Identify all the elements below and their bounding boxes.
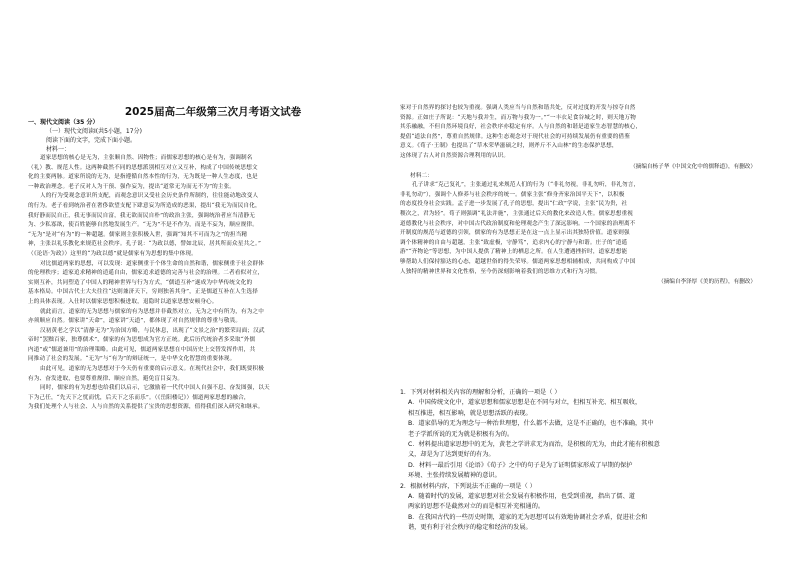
question-option: C．材料提出道家思想中的无为，黄老之学讲求无为而治，是积极的无为，由此才能有积极意 [408, 441, 660, 449]
text-line: 够帮助人们保持豁达的心态，超越世俗的得失荣辱。儒道两家思想相辅相成，共同构成了中国 [400, 258, 636, 265]
question-option: 谐，更有利于社会秩序的稳定和经济的发展。 [408, 524, 532, 532]
text-line: 帝时“罢黜百家，独尊儒术”，儒家的有为思想成为官方正统。此后历代统治者多采取“外儒 [28, 337, 256, 344]
text-line: 人的行为受观念意识所支配，而观念意识又受社会历史条件所制约，往往能动地改变人 [40, 193, 259, 200]
text-line: 就此而言，道家的无为思想与儒家的有为思想并非截然对立，无为之中有所为，有为之中 [40, 308, 265, 315]
text-line: 同时，儒家的有为思想也给我们以启示，它激励着一代代中国人自强不息、奋发图强，以天 [40, 385, 270, 392]
question-stem: 2．根据材料内容，下列说法不正确的一项是（ ） [400, 482, 536, 490]
left-column [28, 0, 398, 562]
text-line: 游”“齐物论”等思想，为中国人提供了精神上的栖息之所。在人生遭遇挫折时，道家思想能 [400, 249, 628, 256]
text-line: 神，主张以礼乐教化来规范社会秩序。孔子说：“为政以德，譬如北辰，居其所而众星共之。” [28, 241, 261, 248]
text-line: “无为”是对“有为”的一种超越。儒家则主张积极入世，强调“知其不可而为之”的担当精 [28, 231, 248, 238]
text-line: 开制度的规范与道德的引领，儒家的有为思想正是在这一点上显示出其独特价值。道家则强 [400, 230, 630, 237]
source-citation-1: （摘编自杨子华《中国文化中的儒释道》，有删改） [630, 163, 756, 170]
questions [400, 388, 770, 534]
text-line: 资源。正如庄子所说：“天地与我并生，而万物与我为一。”“一丰衣足食谷城之时，则天地万物 [400, 114, 636, 121]
question-option: 环境、主张持续发展精神的意识。 [408, 472, 501, 480]
text-line: 孔子讲求“克己复礼”，主张通过礼来规范人们的行为（“非礼勿视，非礼勿听，非礼勿言， [412, 182, 640, 189]
text-line: 为我们处理个人与社会、人与自然的关系提供了宝贵的思想资源，值得我们深入研究和继承。 [28, 404, 264, 411]
question-option: A．中国传统文化中，道家思想和儒家思想是在不同与对立，但相互补充、相互吸收， [408, 399, 642, 407]
material1-label: 材料一： [46, 146, 71, 153]
question-option: B．道家倡导的无为理念与一种治世理想，什么都不去做，这是不正确的，也不准确，其中 [408, 420, 654, 428]
text-line: 道德教化与社会秩序，对中国古代政治制度和伦理观念产生了深远影响。一个国家的治理离不 [400, 220, 636, 227]
text-line: 的行为。老子看到统治者在奢侈欲望支配下肆意妄为所造成的恶果，提出“我无为而民自化， [28, 202, 261, 209]
right-column [400, 0, 770, 562]
section-header [28, 118, 398, 154]
question-option: A．随着时代的发展，道家思想对社会发展有积极作用，也受到重视，指出了儒、道 [408, 493, 635, 501]
question-option: D．材料一最后引用《论语》《荀子》之中的句子是为了证明儒家形成了早期的保护 [408, 461, 633, 469]
text-line: （礼）教、规范人性。这两种截然不同的思想派别相互对立又互补，构成了中国传统思想文 [28, 164, 258, 171]
text-line: 上的具体表现。入仕时以儒家思想积极进取，退隐时以道家思想安顿身心。 [28, 298, 218, 305]
text-line: 有为、奋发进取，也要尊重规律、顺应自然，避免盲目妄为。 [28, 375, 184, 382]
text-line: 人独特的精神世界和文化性格，至今仍深刻影响着我们的思维方式和行为习惯。 [400, 268, 602, 275]
material1-text [28, 154, 398, 413]
text-line: 非礼勿动”），强调个人修养与社会秩序的统一。儒家主张“修身齐家治国平天下”，以积极 [400, 191, 625, 198]
text-line: （《论语·为政》）这里的“为政以德”就是儒家有为思想的集中体现。 [28, 250, 197, 257]
text-line: 实则互补，共同塑造了中国人的精神世界与行为方式，“儒道互补”遂成为中华传统文化的 [28, 279, 253, 286]
sub-heading: （一）现代文阅读I(共5小题，17分) [46, 128, 142, 135]
text-line: 稷次之，君为轻”。荀子则强调“礼法并施”，主张通过后天的教化来改造人性。儒家思想重视 [400, 210, 634, 217]
text-line: 这体现了古人对自然资源合理利用的认识。 [400, 152, 510, 159]
text-line: 为、少私寡欲，使百姓能够自然地发展生产。“无为”不是不作为，而是不妄为，顺应规律。 [28, 222, 259, 229]
text-line: 下为己任，“先天下之忧而忧，后天下之乐而乐”。（《岳阳楼记》）儒道两家思想的融合， [28, 394, 250, 401]
text-line: 内道”或“儒道兼用”的治理策略。由此可见，儒道两家思想在中国历史上交替发挥作用，共 [28, 346, 256, 353]
right-material-text [400, 104, 770, 287]
question-option: B．在我国古代的一些历史时期，道家的无为思想可以有效地协调社会矛盾，促进社会和 [408, 513, 648, 521]
text-line: 化的主要两脉。道家所说的无为，是指遵循自然本性的行为，无为既是一种人生态度，也是 [28, 174, 258, 181]
text-line: 基本格局。中国古代士大夫往往“达则兼济天下，穷则独善其身”，正是儒道互补在人生选择 [28, 289, 259, 296]
question-option: 两家的思想不是截然对立的而是相互补充相通的。 [408, 503, 545, 511]
exam-title: 2025届高二年级第三次月考语文试卷 [124, 106, 302, 118]
text-line: 其乐融融，不但自然环境良好，社会秩序亦稳定有序。人与自然的和谐是道家生态智慧的核心， [400, 124, 642, 131]
text-line: 的态度投身社会实践。孟子进一步发展了孔子的思想，提出“仁政”学说，主张“民为贵，社 [400, 201, 628, 208]
text-line: 同推动了社会的发展。“无为”与“有为”的辩证统一，是中华文化智慧的重要体现。 [28, 356, 236, 363]
text-line: 由此可见，道家的无为思想对于今天仍有重要的启示意义。在现代社会中，我们既要积极 [40, 366, 265, 373]
text-line: 道家思想的核心是无为，主张顺自然、因物性；而儒家思想的核心是有为，强调制名 [40, 155, 253, 161]
text-line: 提倡“道法自然”，尊重自然规律。这种生态观念对于现代社会的可持续发展仍有重要的借鉴 [400, 133, 631, 140]
text-line: 我好静而民自正，我无事而民自富，我无欲而民自朴”的政治主张，强调统治者应当清静无 [28, 212, 256, 219]
text-line: 家对于自然界的探讨也较为重视。强调人类应当与自然和谐共处，反对过度的开发与掠夺自然 [400, 105, 636, 111]
text-line: 一种政治理念。老子反对人为干预、强作妄为，提出“道常无为而无不为”的主张。 [28, 183, 236, 190]
right-paragraphs-b [400, 181, 770, 277]
text-line: 对比儒道两家的思想，可以发现：道家侧重于个体生命的自然和谐，儒家侧重于社会群体 [40, 260, 265, 267]
text-line: 汉初黄老之学以“清静无为”为治国方略，与民休息，出现了“文景之治”的繁荣局面；汉武 [40, 327, 265, 334]
question-option: 义，却是为了达到更好的有为。 [408, 451, 495, 459]
text-line: 亦须顺应自然。儒家讲“天命”，道家讲“天道”，都体现了对自然规律的尊重与敬畏。 [28, 318, 242, 325]
text-line: 调个体精神的自由与超越，主张“致虚极，守静笃”，追求内心的宁静与和谐。庄子的“逍遥 [400, 239, 628, 246]
question-option: 相互推进，相互影响，就是思想活跃的表现。 [408, 409, 532, 417]
question-stem: 1．下列对材料相关内容的理解和分析，正确的一项是（ ） [400, 389, 561, 396]
text-line: 的伦理秩序；道家追求精神的逍遥自由，儒家追求道德的完善与社会的治理。二者看似对立， [28, 270, 264, 277]
source-citation-2: （摘编自李泽厚《美的历程》，有删改） [658, 279, 756, 286]
question-option: 老子学派所说的无为就是积极有为的。 [408, 430, 514, 438]
text-line: 意义。《荀子·王制》也提出了“草木荣华滋硕之时，则斧斤不入山林”的生态保护思想， [400, 143, 618, 150]
material2-label: 材料二： [410, 172, 433, 179]
right-paragraphs-a [400, 104, 770, 162]
instruction: 阅读下面的文字，完成下面小题。 [46, 137, 137, 144]
section-heading: 一、现代文阅读（35 分） [28, 119, 99, 126]
